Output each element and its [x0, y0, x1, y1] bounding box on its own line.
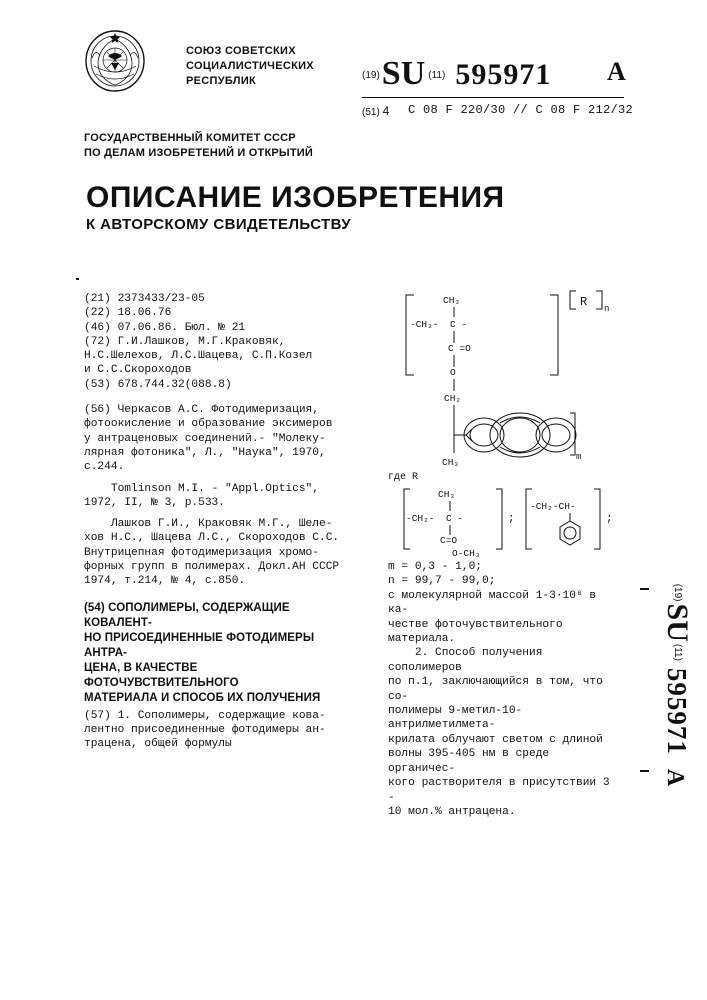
- reference-item-2: Tomlinson M.I. - "Appl.Optics", 1972, II, № 3, р.533.: [84, 482, 319, 509]
- publication-info: (46) 07.06.86. Бюл. № 21: [84, 321, 246, 334]
- margin-tick-1: [640, 588, 649, 590]
- margin-tick-2: [640, 770, 649, 772]
- side-country-code: SU: [661, 603, 694, 642]
- left-margin-tick: [76, 278, 79, 280]
- formula-ch3-top: CH₃: [443, 295, 461, 306]
- organization-line-3: РЕСПУБЛИК: [186, 75, 257, 87]
- inid-code-51-label: (51): [362, 107, 380, 118]
- organization-name: [186, 44, 314, 89]
- formula-c-top: C -: [450, 319, 468, 330]
- document-number-row: [362, 55, 612, 93]
- header-divider: [362, 97, 624, 98]
- ipc-classification: C 08 F 220/30 // C 08 F 212/32: [408, 103, 634, 117]
- formula2-c: C -: [446, 513, 464, 524]
- formula-semicolon-2: ;: [606, 513, 613, 525]
- formula-m-subscript: m: [576, 452, 582, 462]
- inventors: (72) Г.И.Лашков, М.Г.Краковяк, Н.С.Шелехов, Л.С.Шацева, С.П.Козел и С.С.Скороходов: [84, 335, 313, 377]
- abstract-57: (57) 1. Сополимеры, содержащие кова- лентно присоединенные фотодимеры ан- трацена, общей формулы: [84, 709, 326, 751]
- value-m: m = 0,3 - 1,0;: [388, 561, 482, 573]
- committee-name: [84, 131, 313, 161]
- inid-code-11: (11): [428, 70, 446, 81]
- formula-semicolon-1: ;: [508, 513, 515, 525]
- formula-where-label: где R: [388, 472, 419, 483]
- side-kind-letter: A: [662, 768, 688, 787]
- formula-R-label: R: [580, 295, 588, 309]
- formula2-omethyl-label: O-CH₃: [452, 548, 481, 559]
- formula-carbonyl: C =O: [448, 343, 471, 354]
- side-patent-number: [655, 520, 699, 850]
- chemical-structure-diagram: [380, 283, 625, 559]
- formula-ch2-link: CH₂: [444, 393, 462, 404]
- country-code: SU: [381, 55, 426, 92]
- page-title: ОПИСАНИЕ ИЗОБРЕТЕНИЯ: [86, 181, 505, 214]
- formula-ch2-top: -CH₂-: [410, 319, 439, 330]
- inid-code-51-value: 4: [382, 104, 390, 118]
- committee-line-1: ГОСУДАРСТВЕННЫЙ КОМИТЕТ СССР: [84, 132, 296, 144]
- patent-number: 595971: [455, 58, 552, 91]
- udc-code: (53) 678.744.32(088.8): [84, 378, 232, 391]
- document-kind-letter: A: [607, 57, 626, 86]
- reference-item-3: Лашков Г.И., Краковяк М.Г., Шеле- хов Н.С., Шацева Л.С., Скороходов С.С. Внутрицепная фотодимеризация хромо- форных групп в полимерах. Докл.АН СССР 1974, т.214, № 4, с.850.: [84, 518, 340, 588]
- organization-line-1: СОЮЗ СОВЕТСКИХ: [186, 45, 296, 57]
- inid-code-51: [362, 104, 389, 118]
- claim-2: 2. Способ получения сополимеров по п.1, заключающийся в том, что со- полимеры 9-метил-10-антрилметилмета- крилата облучают светом с длиной волны 395-405 нм в среде органичес- кого растворителя в присутствии 3 - 10 мол.% антрацена.: [388, 647, 610, 818]
- formula2-ch3-top: CH₃: [438, 489, 456, 500]
- filing-date: (22) 18.06.76: [84, 307, 172, 320]
- inid-code-19: (19): [362, 70, 380, 81]
- bibliography-column: [84, 292, 349, 752]
- formula3-ch2ch: -CH₂-CH-: [530, 501, 576, 512]
- claims-column: [388, 560, 618, 819]
- invention-title-54: (54) СОПОЛИМЕРЫ, СОДЕРЖАЩИЕ КОВАЛЕНТ- НО ПРИСОЕДИНЕННЫЕ ФОТОДИМЕРЫ АНТРА- ЦЕНА, В КАЧЕСТВЕ ФОТОЧУВСТВИТЕЛЬНОГО МАТЕРИАЛА И СПОСОБ ИХ ПОЛУЧЕНИЯ: [84, 601, 321, 704]
- formula2-carbonyl: C=O: [440, 535, 458, 546]
- formula-oxygen: O: [450, 367, 456, 378]
- page-subtitle: К АВТОРСКОМУ СВИДЕТЕЛЬСТВУ: [86, 216, 352, 233]
- organization-line-2: СОЦИАЛИСТИЧЕСКИХ: [186, 60, 314, 72]
- claim-1-continuation: с молекулярной массой 1-3·10⁶ в ка- честве фоточувствительного материала.: [388, 589, 597, 646]
- side-inid-19: (19): [672, 583, 683, 602]
- formula2-ch2: -CH₂-: [406, 513, 435, 524]
- formula-n-subscript: n: [604, 304, 610, 314]
- side-patent-number-value: 595971: [662, 667, 692, 755]
- ussr-coat-of-arms-icon: [84, 30, 146, 92]
- value-n: n = 99,7 - 99,0;: [388, 575, 496, 588]
- references-56: (56) Черкасов А.С. Фотодимеризация, фотоокисление и образование эксимеров у антраценовых соединений.- "Молеку- лярная фотоника", Л., "Наука", 1970, с.244.: [84, 404, 333, 474]
- committee-line-2: ПО ДЕЛАМ ИЗОБРЕТЕНИЙ И ОТКРЫТИЙ: [84, 147, 314, 159]
- formula-ch3-bottom: CH₃: [442, 457, 460, 468]
- application-number: (21) 2373433/23-05: [84, 293, 205, 305]
- side-inid-11: (11): [672, 643, 683, 661]
